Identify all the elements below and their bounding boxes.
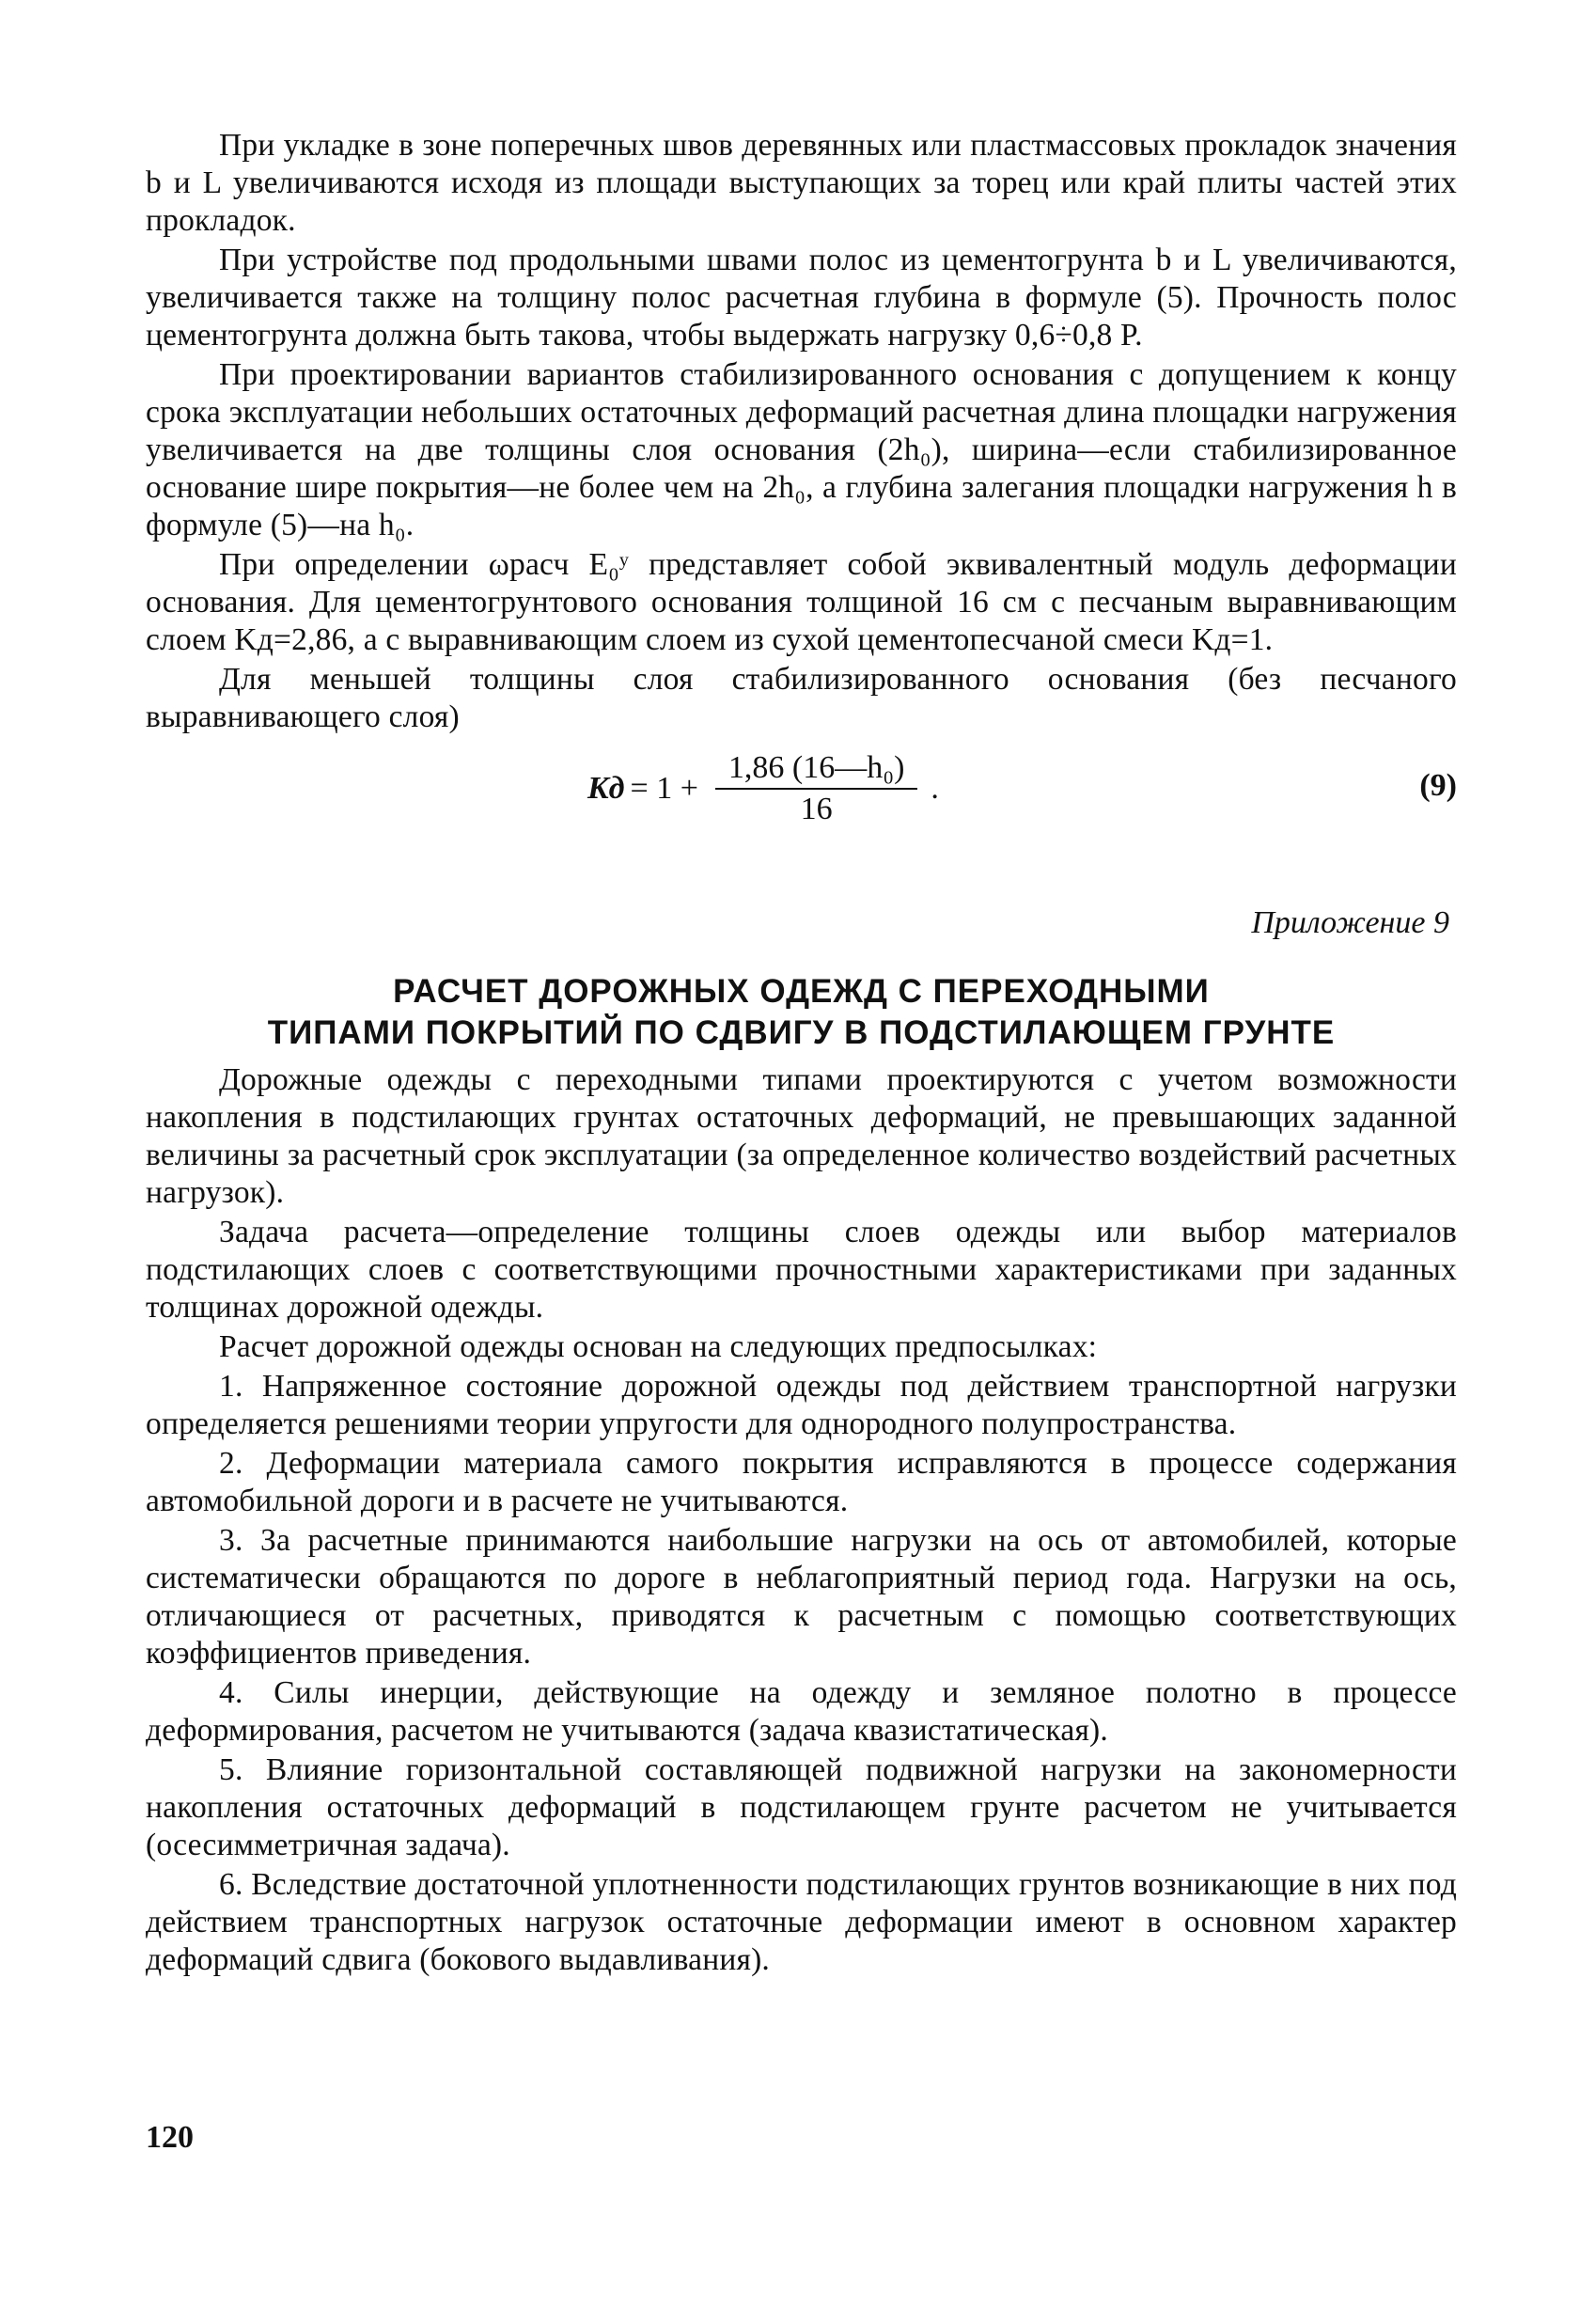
equation-number: (9) (1419, 768, 1457, 803)
list-item-3: 3. За расчетные принимаются наибольшие нагрузки на ось от автомобилей, которые систематически обращаются по дороге в неблагоприятный период года. Нагрузки на ось, отличающиеся от расчетных, приводятся к расчетным с помощью соответствующих коэффициентов приведения. (146, 1523, 1457, 1671)
paragraph-longitudinal-joints: При устройстве под продольными швами полос из цементогрунта b и L увеличиваются, увеличивается также на толщину полос расчетная глубина в формуле (5). Прочность полос цементогрунта должна быть такова, чтобы выдержать нагрузку 0,6÷0,8 P. (146, 243, 1457, 353)
paragraph-smaller-thickness: Для меньшей толщины слоя стабилизированного основания (без песчаного выравнивающего слоя) (146, 662, 1457, 734)
formula-operator: = 1 + (630, 771, 698, 806)
formula-9 (146, 747, 1457, 830)
list-item-5: 5. Влияние горизонтальной составляющей подвижной нагрузки на закономерности накопления остаточных деформаций в подстилающем грунте расчетом не учитывается (осесимметричная задача). (146, 1752, 1457, 1862)
list-item-2: 2. Деформации материала самого покрытия исправляются в процессе содержания автомобильной дороги и в расчете не учитываются. (146, 1446, 1457, 1518)
paragraph-task: Задача расчета—определение толщины слоев одежды или выбор материалов подстилающих слоев с соответствующими прочностными характеристиками при заданных толщинах дорожной одежды. (146, 1215, 1457, 1325)
section-heading-line-2: ТИПАМИ ПОКРЫТИЙ ПО СДВИГУ В ПОДСТИЛАЮЩЕМ ГРУНТЕ (267, 1014, 1336, 1051)
formula-end: . (931, 771, 939, 806)
paragraph-stabilized-base: При проектировании вариантов стабилизированного основания с допущением к концу срока эксплуатации небольших остаточных деформаций расчетная длина площадки нагружения увеличивается на две толщины слоя основания (2h₀), ширина—если стабилизированное основание шире покрытия—не более чем на 2h₀, а глубина залегания площадки нагружения h в формуле (5)—на h₀. (146, 357, 1457, 542)
list-item-1: 1. Напряженное состояние дорожной одежды под действием транспортной нагрузки определяется решениями теории упругости для однородного полупространства. (146, 1369, 1457, 1441)
formula-expression (587, 747, 939, 830)
page-content (146, 127, 1457, 1981)
section-heading (146, 971, 1457, 1054)
section-heading-line-1: РАСЧЕТ ДОРОЖНЫХ ОДЕЖД С ПЕРЕХОДНЫМИ (393, 973, 1210, 1010)
page-number: 120 (146, 2120, 194, 2155)
paragraph-plate-joints: При укладке в зоне поперечных швов деревянных или пластмассовых прокладок значения b и L увеличиваются исходя из площади выступающих за торец или край плиты частей этих прокладок. (146, 128, 1457, 238)
formula-lhs: Kд (587, 771, 625, 806)
paragraph-intro: Дорожные одежды с переходными типами проектируются с учетом возможности накопления в подстилающих грунтах остаточных деформаций, не превышающих заданной величины за расчетный срок эксплуатации (за определенное количество воздействий расчетных нагрузок). (146, 1062, 1457, 1210)
appendix-label: Приложение 9 (1251, 905, 1449, 940)
paragraph-premises: Расчет дорожной одежды основан на следующих предпосылках: (219, 1329, 1098, 1364)
formula-denominator: 16 (800, 792, 833, 826)
paragraph-equivalent-modulus: При определении ωрасч E₀ʸ представляет собой эквивалентный модуль деформации основания. Для цементогрунтового основания толщиной 16 см с песчаным выравнивающим слоем Kд=2,86, а с выравнивающим слоем из сухой цементопесчаной смеси Kд=1. (146, 547, 1457, 657)
formula-numerator: 1,86 (16—h₀) (715, 750, 918, 790)
list-item-4: 4. Силы инерции, действующие на одежду и земляное полотно в процессе деформирования, расчетом не учитываются (задача квазистатическая). (146, 1675, 1457, 1748)
formula-fraction (715, 750, 918, 827)
list-item-6: 6. Вследствие достаточной уплотненности подстилающих грунтов возникающие в них под действием транспортных нагрузок остаточные деформации имеют в основном характер деформаций сдвига (бокового выдавливания). (146, 1867, 1457, 1977)
